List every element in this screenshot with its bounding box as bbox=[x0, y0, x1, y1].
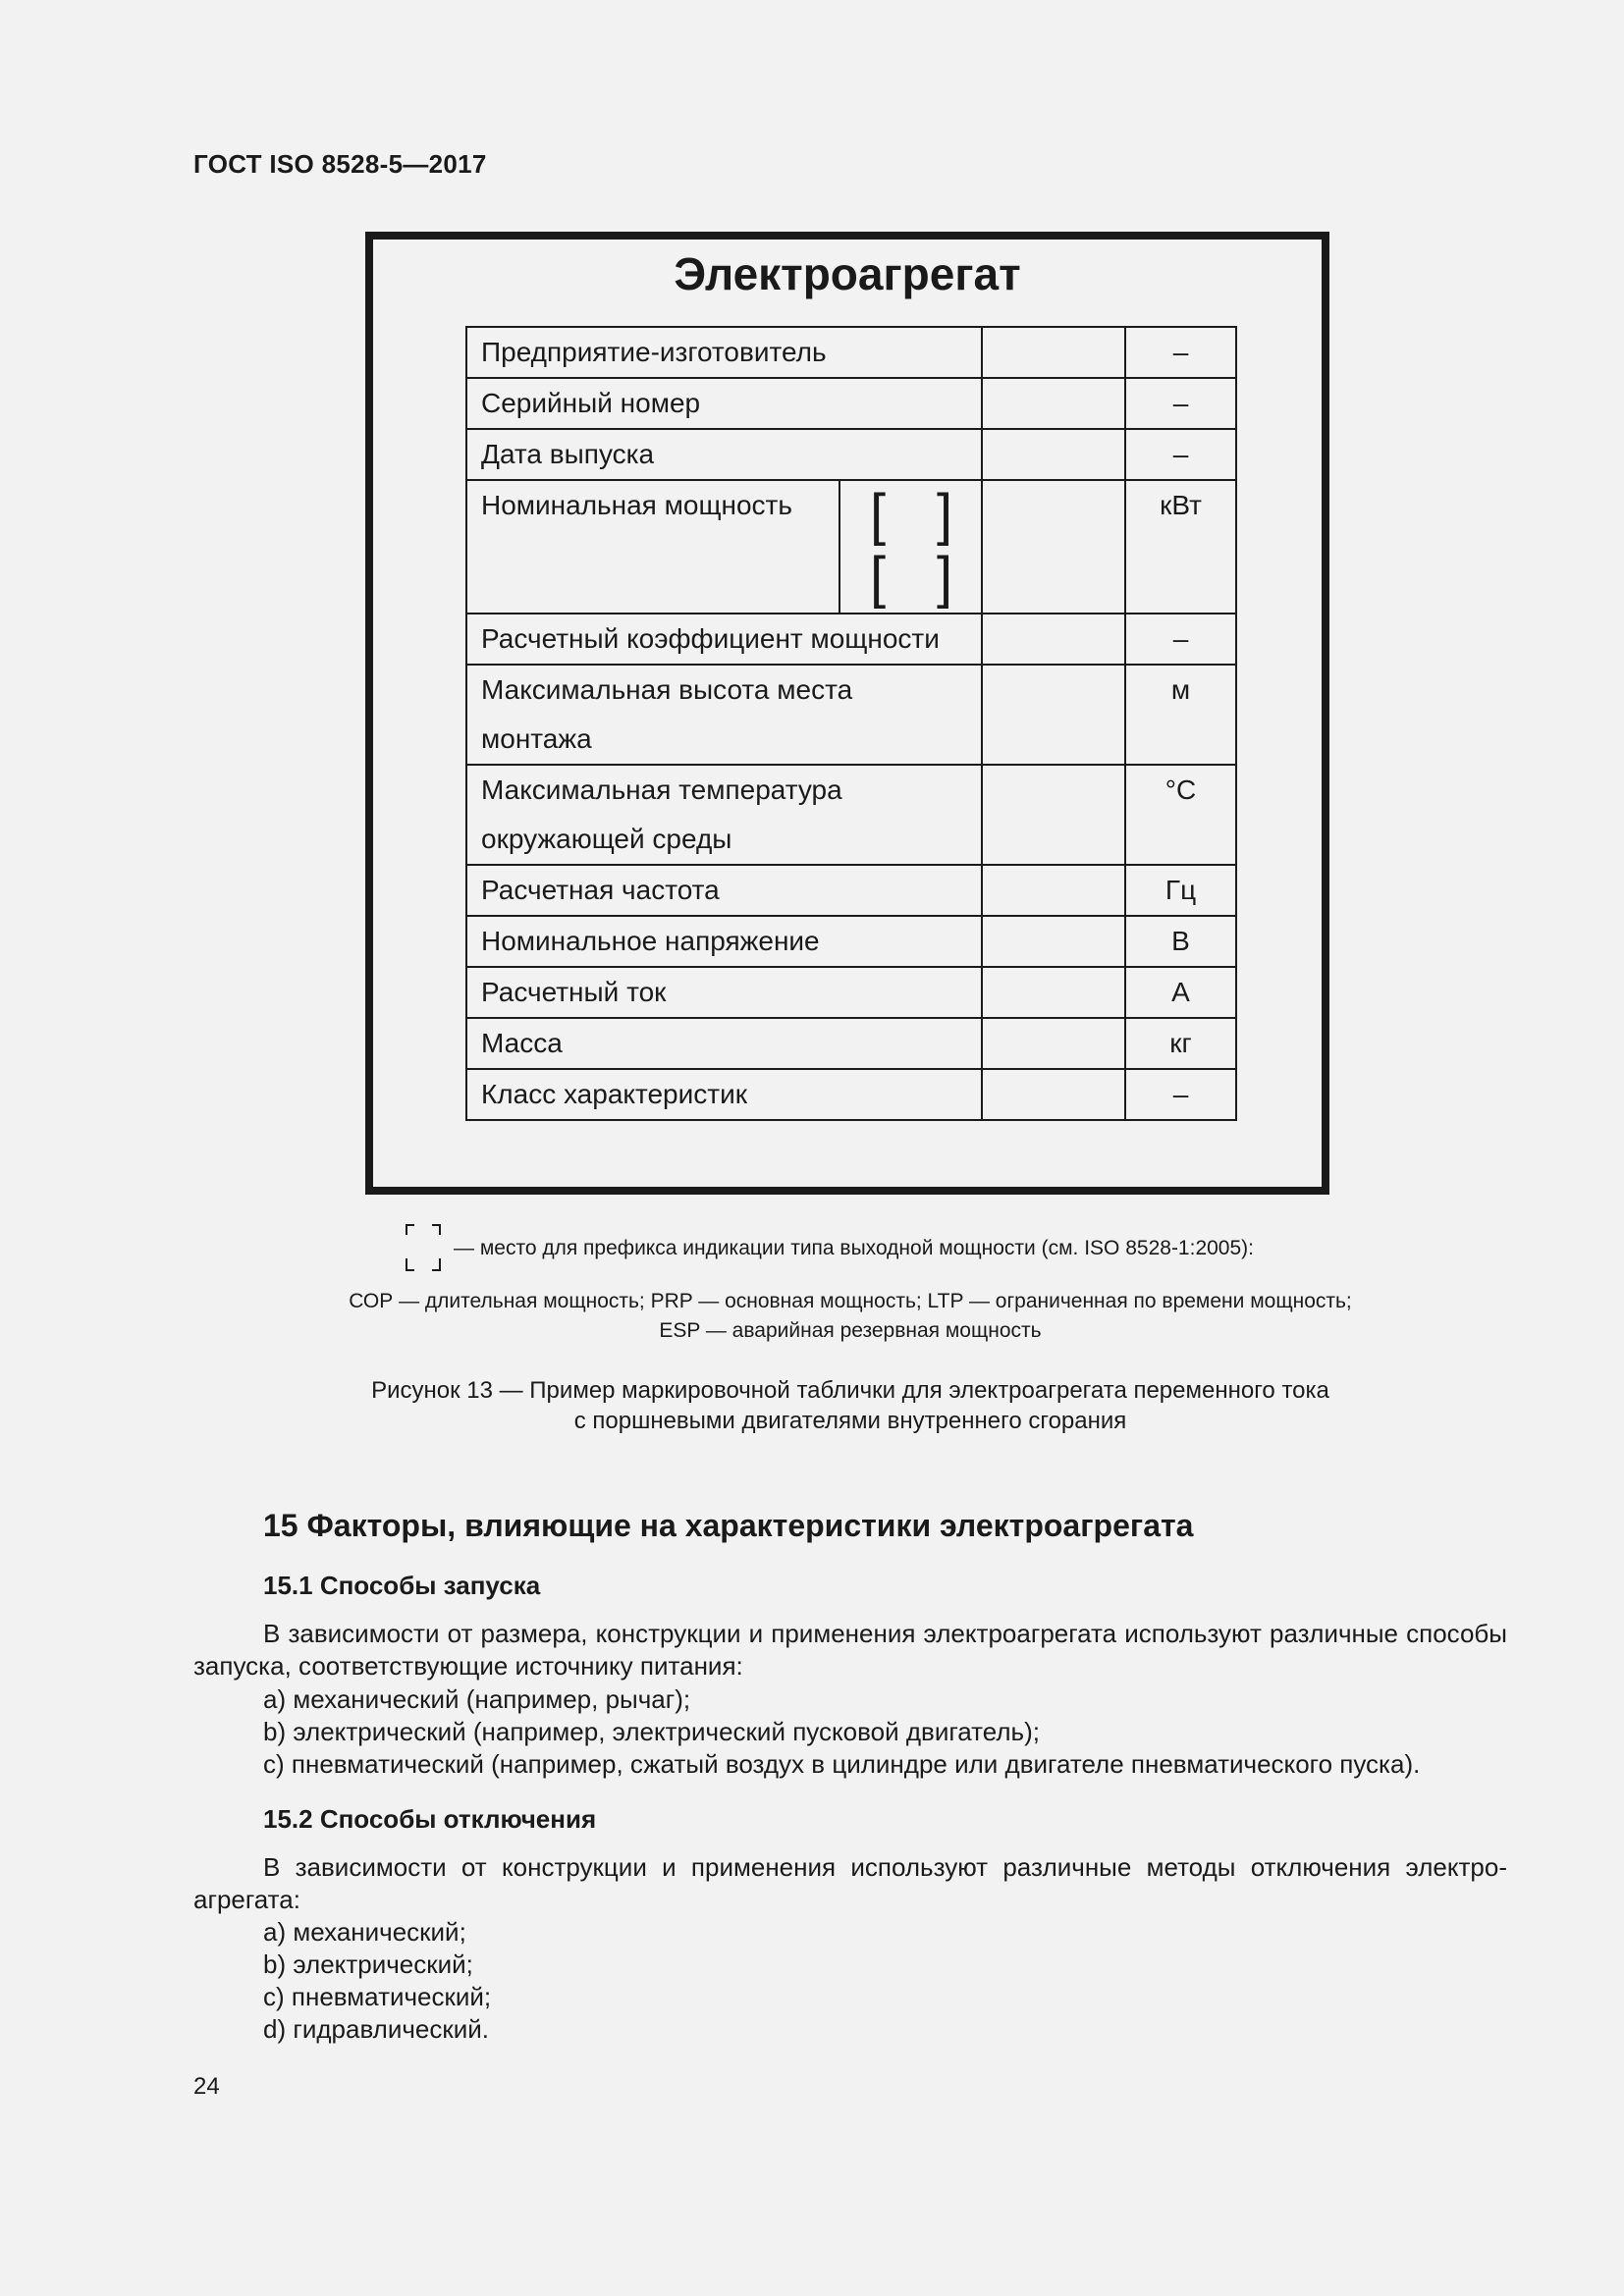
row-label: Максимальная температура окружающей среды bbox=[466, 765, 982, 865]
list-item: b) электрический; bbox=[263, 1949, 473, 1979]
bracket-bottom-left-icon: [ bbox=[870, 546, 887, 610]
value-cell bbox=[982, 614, 1125, 665]
value-cell bbox=[982, 967, 1125, 1018]
table-row bbox=[466, 967, 1236, 1018]
value-cell bbox=[982, 1018, 1125, 1069]
list-item: a) механический; bbox=[263, 1917, 466, 1947]
list-item: b) электрический (например, электрический пусковой двигатель); bbox=[263, 1717, 1040, 1746]
table-row bbox=[466, 378, 1236, 429]
unit-cell: – bbox=[1125, 429, 1236, 480]
unit-cell: °С bbox=[1125, 765, 1236, 865]
unit-cell: А bbox=[1125, 967, 1236, 1018]
row-label: Расчетный ток bbox=[466, 967, 982, 1018]
legend-esp: ESP — аварийная резервная мощность bbox=[659, 1319, 1042, 1342]
prefix-brackets bbox=[840, 481, 981, 613]
value-cell bbox=[982, 665, 1125, 765]
plate-table bbox=[465, 326, 1237, 1121]
unit-cell: – bbox=[1125, 378, 1236, 429]
table-row bbox=[466, 1069, 1236, 1120]
unit-cell: Гц bbox=[1125, 865, 1236, 916]
rating-plate bbox=[365, 232, 1329, 1195]
row-label: Дата выпуска bbox=[466, 429, 982, 480]
row-label: Серийный номер bbox=[466, 378, 982, 429]
table-row bbox=[466, 429, 1236, 480]
row-label: Масса bbox=[466, 1018, 982, 1069]
list-item: c) пневматический; bbox=[263, 1982, 492, 2011]
prefix-bracket-icon bbox=[405, 1223, 442, 1272]
unit-cell: – bbox=[1125, 327, 1236, 378]
row-label: Класс характеристик bbox=[466, 1069, 982, 1120]
unit-cell: – bbox=[1125, 614, 1236, 665]
subsection-heading: 15.2 Способы отключения bbox=[263, 1804, 597, 1834]
unit-cell: В bbox=[1125, 916, 1236, 967]
paragraph: В зависимости от конструкции и применения используют различные методы отключения электро-агрегата: bbox=[193, 1852, 1507, 1914]
row-label: Расчетная частота bbox=[466, 865, 982, 916]
legend-power-types: СОР — длительная мощность; PRP — основная мощность; LTP — ограниченная по времени мощность; bbox=[349, 1290, 1352, 1312]
table-row bbox=[466, 665, 1236, 765]
running-header: ГОСТ ISO 8528-5—2017 bbox=[193, 149, 487, 179]
value-cell bbox=[982, 429, 1125, 480]
value-cell bbox=[982, 378, 1125, 429]
row-label: Номинальная мощность bbox=[466, 480, 839, 614]
unit-cell: кВт bbox=[1125, 480, 1236, 614]
value-cell bbox=[982, 865, 1125, 916]
legend-prefix-note: — место для префикса индикации типа выходной мощности (см. ISO 8528-1:2005): bbox=[454, 1237, 1254, 1259]
table-row bbox=[466, 480, 1236, 614]
bracket-top-right-icon: ] bbox=[937, 483, 953, 547]
row-label: Максимальная высота места монтажа bbox=[466, 665, 982, 765]
prefix-placeholder-cell bbox=[839, 480, 982, 614]
value-cell bbox=[982, 1069, 1125, 1120]
list-item: a) механический (например, рычаг); bbox=[263, 1684, 691, 1714]
table-row bbox=[466, 916, 1236, 967]
table-row bbox=[466, 1018, 1236, 1069]
paragraph: В зависимости от размера, конструкции и применения электроагрегата используют различные способы запуска, соответствующие источнику питания: bbox=[193, 1619, 1507, 1681]
subsection-heading: 15.1 Способы запуска bbox=[263, 1571, 541, 1600]
table-row bbox=[466, 327, 1236, 378]
figure-caption-line2: с поршневыми двигателями внутреннего сгорания bbox=[573, 1408, 1127, 1434]
row-label: Предприятие-изготовитель bbox=[466, 327, 982, 378]
page-number: 24 bbox=[193, 2073, 220, 2100]
table-row bbox=[466, 765, 1236, 865]
unit-cell: – bbox=[1125, 1069, 1236, 1120]
unit-cell: кг bbox=[1125, 1018, 1236, 1069]
bracket-top-left-icon: [ bbox=[870, 483, 887, 547]
value-cell bbox=[982, 765, 1125, 865]
list-item: d) гидравлический. bbox=[263, 2014, 490, 2044]
table-row bbox=[466, 614, 1236, 665]
figure-caption-line1: Рисунок 13 — Пример маркировочной таблички для электроагрегата переменного тока bbox=[371, 1377, 1329, 1404]
list-item: c) пневматический (например, сжатый воздух в цилиндре или двигателе пневматического пуска). bbox=[263, 1749, 1421, 1779]
value-cell bbox=[982, 327, 1125, 378]
unit-cell: м bbox=[1125, 665, 1236, 765]
bracket-bottom-right-icon: ] bbox=[937, 546, 953, 610]
value-cell bbox=[982, 480, 1125, 614]
section-heading: 15 Факторы, влияющие на характеристики электроагрегата bbox=[263, 1508, 1194, 1543]
table-row bbox=[466, 865, 1236, 916]
value-cell bbox=[982, 916, 1125, 967]
plate-title: Электроагрегат bbox=[674, 248, 1021, 299]
row-label: Номинальное напряжение bbox=[466, 916, 982, 967]
row-label: Расчетный коэффициент мощности bbox=[466, 614, 982, 665]
